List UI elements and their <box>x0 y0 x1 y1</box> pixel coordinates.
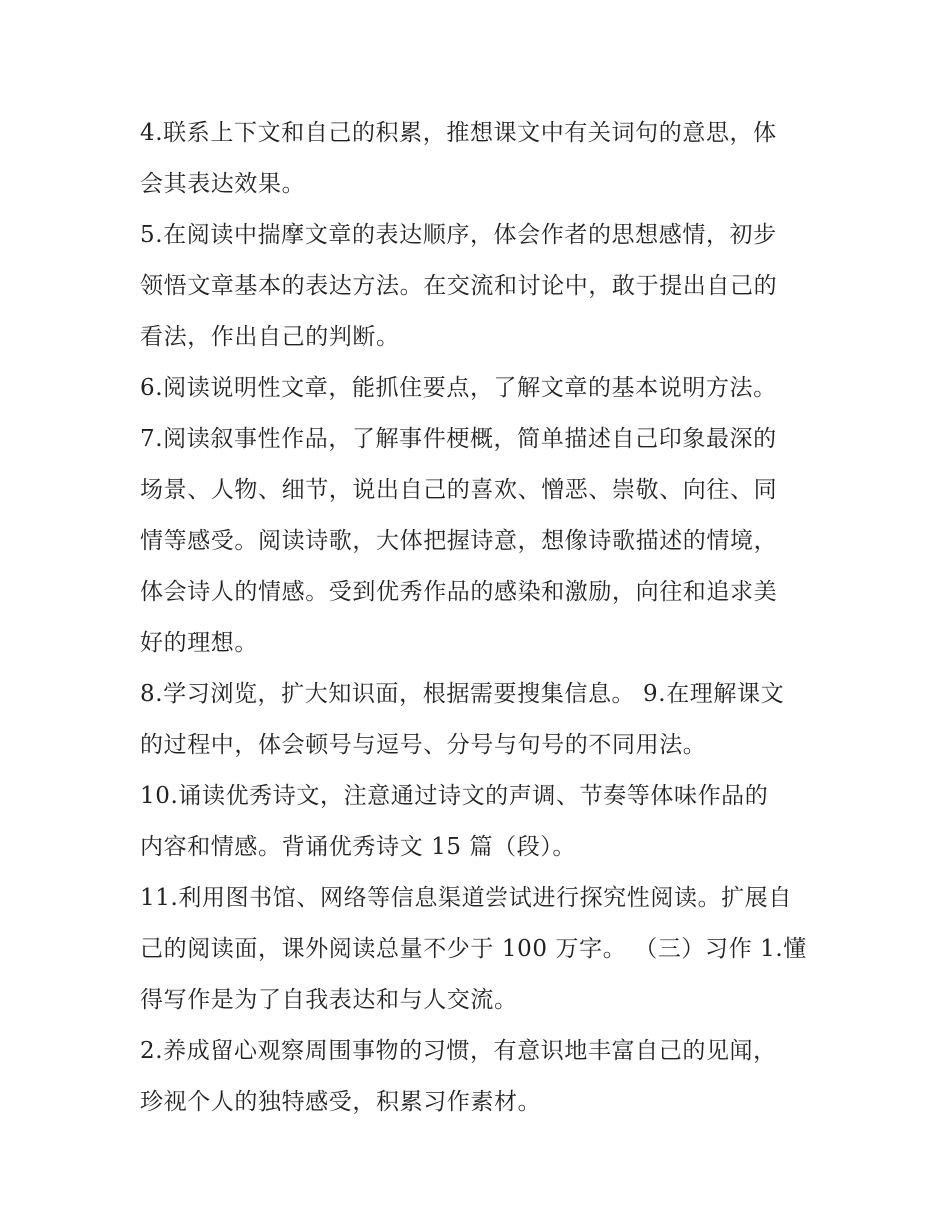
text-line: 11.利用图书馆、网络等信息渠道尝试进行探究性阅读。扩展自 <box>140 885 792 911</box>
document-body <box>140 108 830 1128</box>
text-line: 体会诗人的情感。受到优秀作品的感染和激励，向往和追求美 <box>140 579 778 605</box>
text-line: 得写作是为了自我表达和与人交流。 <box>140 987 518 1013</box>
text-line: 场景、人物、细节，说出自己的喜欢、憎恶、崇敬、向往、同 <box>140 477 778 503</box>
text-line: 好的理想。 <box>140 630 258 656</box>
text-line: 领悟文章基本的表达方法。在交流和讨论中，敢于提出自己的 <box>140 273 778 299</box>
text-line: 珍视个人的独特感受，积累习作素材。 <box>140 1089 542 1115</box>
text-line: 情等感受。阅读诗歌，大体把握诗意，想像诗歌描述的情境， <box>140 528 778 554</box>
text-line: 5.在阅读中揣摩文章的表达顺序，体会作者的思想感情，初步 <box>140 222 777 248</box>
text-line: 10.诵读优秀诗文，注意通过诗文的声调、节奏等体味作品的 <box>140 783 769 809</box>
text-line: 2.养成留心观察周围事物的习惯，有意识地丰富自己的见闻， <box>140 1038 777 1064</box>
text-line: 的过程中，体会顿号与逗号、分号与句号的不同用法。 <box>140 732 707 758</box>
text-line: 6.阅读说明性文章，能抓住要点，了解文章的基本说明方法。 <box>140 375 777 401</box>
text-line: 8.学习浏览，扩大知识面，根据需要搜集信息。 9.在理解课文 <box>140 681 785 707</box>
text-line: 看法，作出自己的判断。 <box>140 324 400 350</box>
text-line: 会其表达效果。 <box>140 171 306 197</box>
text-line: 4.联系上下文和自己的积累，推想课文中有关词句的意思，体 <box>140 120 777 146</box>
text-line: 7.阅读叙事性作品，了解事件梗概，简单描述自己印象最深的 <box>140 426 777 452</box>
text-line: 内容和情感。背诵优秀诗文 15 篇（段）。 <box>140 834 576 860</box>
text-line: 己的阅读面，课外阅读总量不少于 100 万字。 （三）习作 1.懂 <box>140 936 807 962</box>
